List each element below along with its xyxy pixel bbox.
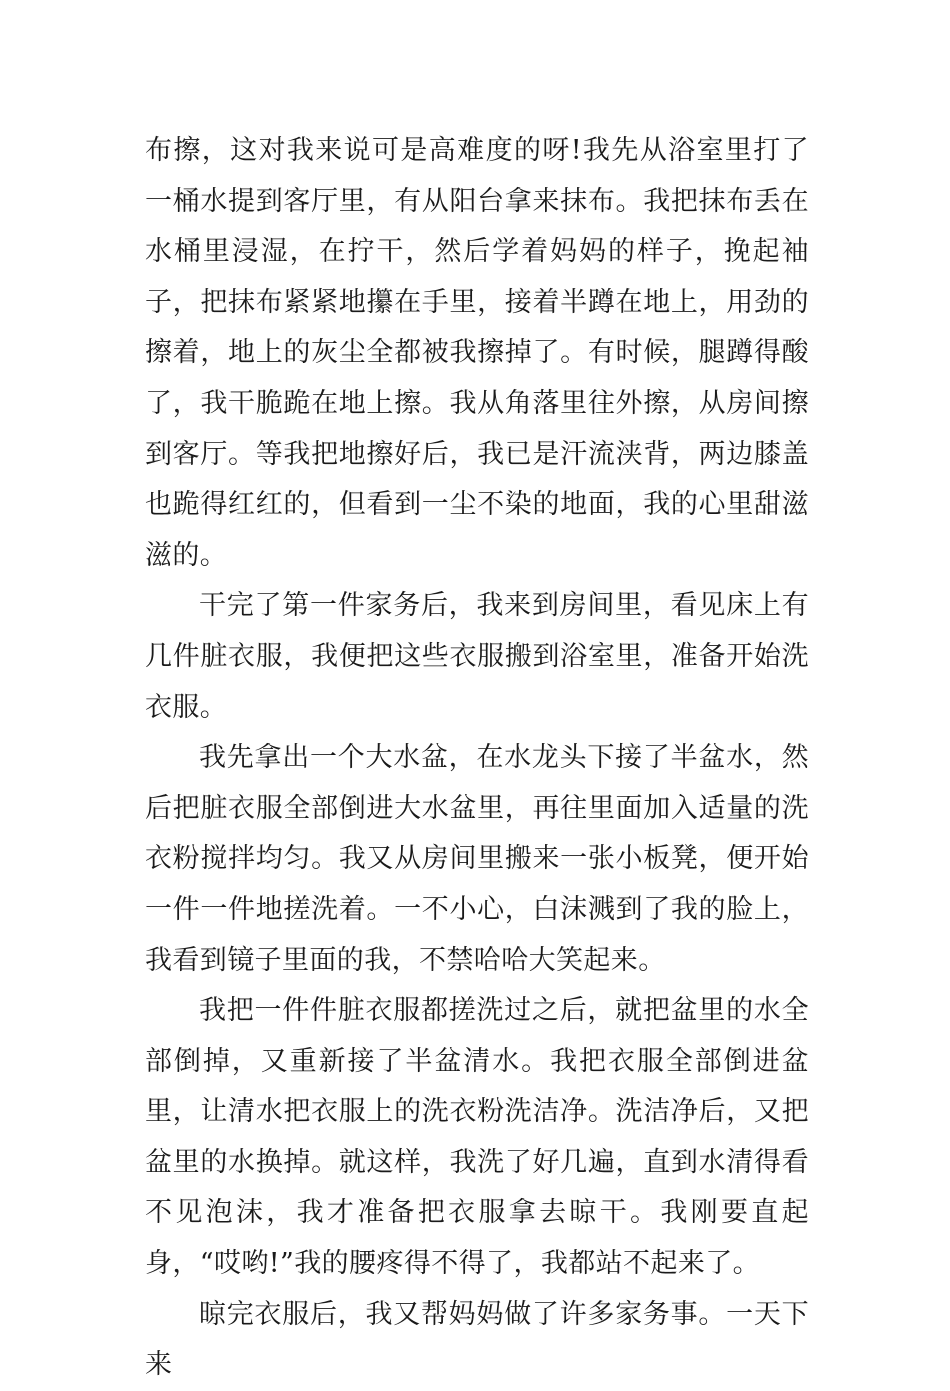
- paragraph-3: 我先拿出一个大水盆，在水龙头下接了半盆水，然后把脏衣服全部倒进大水盆里，再往里面加入适量的洗衣粉搅拌均匀。我又从房间里搬来一张小板凳，便开始一件一件地搓洗着。一不小心，白沫溅到了我的脸上，我看到镜子里面的我，不禁哈哈大笑起来。: [145, 742, 809, 976]
- paragraph-5: 晾完衣服后，我又帮妈妈做了许多家务事。一天下来: [145, 1298, 809, 1381]
- paragraph-2: 干完了第一件家务后，我来到房间里，看见床上有几件脏衣服，我便把这些衣服搬到浴室里，准备开始洗衣服。: [145, 590, 809, 723]
- document-body: [145, 126, 809, 1391]
- paragraph-1: 布擦，这对我来说可是高难度的呀!我先从浴室里打了一桶水提到客厅里，有从阳台拿来抹布。我把抹布丢在水桶里浸湿，在拧干，然后学着妈妈的样子，挽起袖子，把抹布紧紧地攥在手里，接着半蹲在地上，用劲的擦着，地上的灰尘全都被我擦掉了。有时候，腿蹲得酸了，我干脆跪在地上擦。我从角落里往外擦，从房间擦到客厅。等我把地擦好后，我已是汗流浃背，两边膝盖也跪得红红的，但看到一尘不染的地面，我的心里甜滋滋的。: [145, 135, 809, 571]
- paragraph-4: 我把一件件脏衣服都搓洗过之后，就把盆里的水全部倒掉，又重新接了半盆清水。我把衣服全部倒进盆里，让清水把衣服上的洗衣粉洗洁净。洗洁净后，又把盆里的水换掉。就这样，我洗了好几遍，直到水清得看不见泡沫，我才准备把衣服拿去晾干。我刚要直起身，“哎哟!”我的腰疼得不得了，我都站不起来了。: [145, 995, 809, 1280]
